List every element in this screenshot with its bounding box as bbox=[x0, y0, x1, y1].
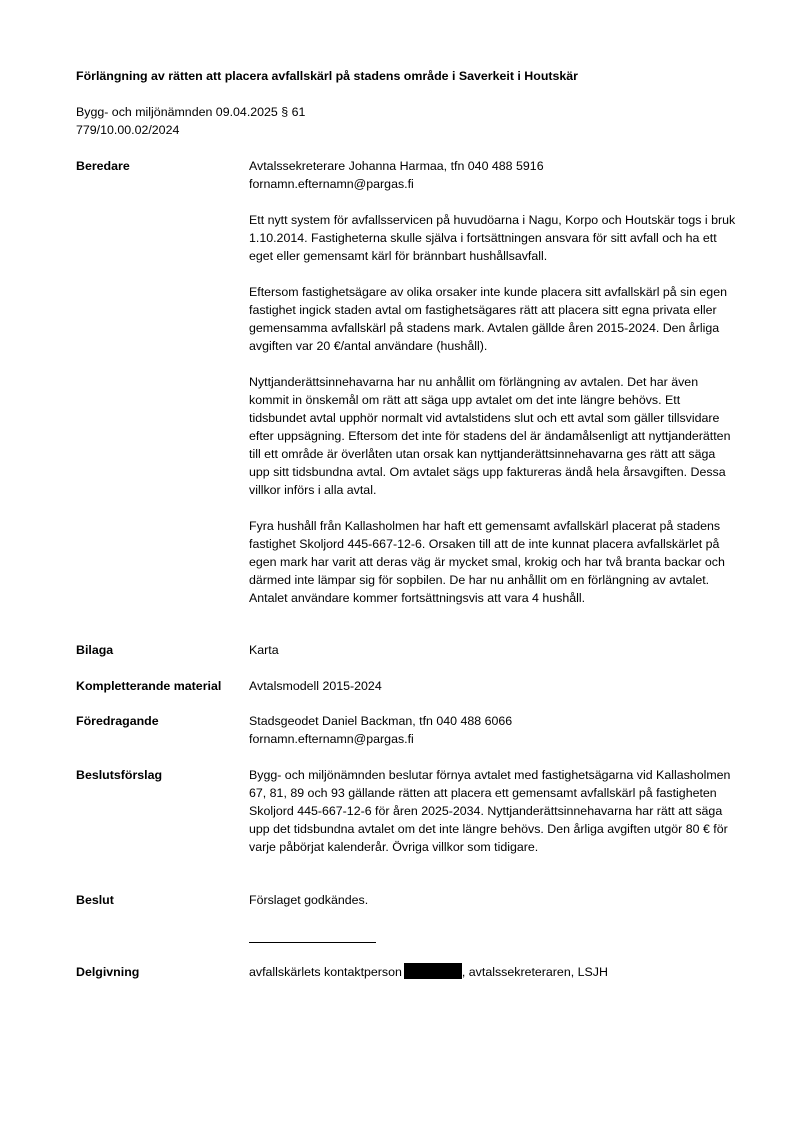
foredragande-contact: Stadsgeodet Daniel Backman, tfn 040 488 6066 bbox=[249, 714, 513, 728]
foredragande-email: fornamn.efternamn@pargas.fi bbox=[249, 732, 414, 746]
document-title: Förlängning av rätten att placera avfallskärl på stadens område i Saverkeit i Houtskär bbox=[76, 69, 579, 83]
delgivning-suffix: , avtalssekreteraren, LSJH bbox=[461, 965, 608, 979]
signature-divider bbox=[249, 942, 376, 943]
beslutsforslag-text: Bygg- och miljönämnden beslutar förnya avtalet med fastighetsägarna vid Kallasholmen 67, 81, 89 och 93 gällande rätten att placera ett gemensamt avfallskärl på fastigheten Skoljord 445-667-12-6 för åren 2025-2034. Nyttjanderättsinnehavarna har rätt att säga upp det tidsbundna avtalet om det inte längre behövs. Den årliga avgiften utgör 80 € för varje påbörjat kalenderår. Övriga villkor som tidigare. bbox=[249, 768, 731, 854]
meeting-info bbox=[76, 103, 576, 139]
section-body-beredare bbox=[249, 157, 739, 607]
section-body-delgivning bbox=[249, 963, 739, 981]
section-label-foredragande: Föredragande bbox=[76, 714, 159, 728]
beredare-paragraph-1: Ett nytt system för avfallsservicen på huvudöarna i Nagu, Korpo och Houtskär togs i bruk 1.10.2014. Fastigheterna skulle själva i fortsättningen ansvara för sitt avfall och ha ett eget eller gemensamt kärl för brännbart hushållsavfall. bbox=[249, 213, 736, 263]
beredare-paragraph-3: Nyttjanderättsinnehavarna har nu anhållit om förlängning av avtalen. Det har även kommit in önskemål om rätt att säga upp avtalet om det inte längre behövs. Ett tidsbundet avtal upphör normalt vid avtalstidens slut och ett avtal som gäller tillsvidare efter uppsägning. Eftersom det inte för stadens del är ändamålsenligt att nyttjanderätten till ett område är överlåten utan orsak kan nyttjanderättsinnehavarna ges rätt att säga upp sitt tidsbundna avtal. Om avtalet sägs upp faktureras ändå hela årsavgiften. Dessa villkor införs i alla avtal. bbox=[249, 375, 731, 497]
section-label-beslutsforslag: Beslutsförslag bbox=[76, 768, 163, 782]
section-label-kompletterande: Kompletterande material bbox=[76, 679, 222, 693]
kompletterande-value: Avtalsmodell 2015-2024 bbox=[249, 679, 382, 693]
section-label-delgivning: Delgivning bbox=[76, 965, 140, 979]
beslut-value: Förslaget godkändes. bbox=[249, 893, 369, 907]
section-body-bilaga bbox=[249, 641, 739, 659]
section-body-beslutsforslag bbox=[249, 766, 739, 856]
beredare-paragraph-4: Fyra hushåll från Kallasholmen har haft ett gemensamt avfallskärl placerat på stadens fastighet Skoljord 445-667-12-6. Orsaken till att de inte kunnat placera avfallskärlet på egen mark har varit att deras väg är mycket smal, krokig och har två branta backar och därmed inte lämpar sig för sopbilen. De har nu anhållit om en förlängning av avtalet. Antalet användare kommer fortsättningsvis att vara 4 hushåll. bbox=[249, 519, 725, 605]
section-label-bilaga: Bilaga bbox=[76, 643, 114, 657]
beredare-contact: Avtalssekreterare Johanna Harmaa, tfn 040 488 5916 bbox=[249, 159, 544, 173]
section-body-kompletterande bbox=[249, 677, 739, 695]
redacted-name-block bbox=[404, 963, 462, 979]
beredare-email: fornamn.efternamn@pargas.fi bbox=[249, 177, 414, 191]
section-body-foredragande bbox=[249, 712, 739, 748]
diary-number: 779/10.00.02/2024 bbox=[76, 123, 180, 137]
beredare-paragraph-2: Eftersom fastighetsägare av olika orsaker inte kunde placera sitt avfallskärl på sin egen fastighet ingick staden avtal om fastighetsägares rätt att placera sitt egna privata eller gemensamma avfallskärl på stadens mark. Avtalen gällde åren 2015-2024. Den årliga avgiften var 20 €/antal användare (hushåll). bbox=[249, 285, 727, 353]
section-label-beslut: Beslut bbox=[76, 893, 114, 907]
meeting-reference: Bygg- och miljönämnden 09.04.2025 § 61 bbox=[76, 105, 306, 119]
bilaga-value: Karta bbox=[249, 643, 279, 657]
section-body-beslut bbox=[249, 891, 739, 909]
delgivning-prefix: avfallskärlets kontaktperson bbox=[249, 965, 402, 979]
section-label-beredare: Beredare bbox=[76, 159, 130, 173]
